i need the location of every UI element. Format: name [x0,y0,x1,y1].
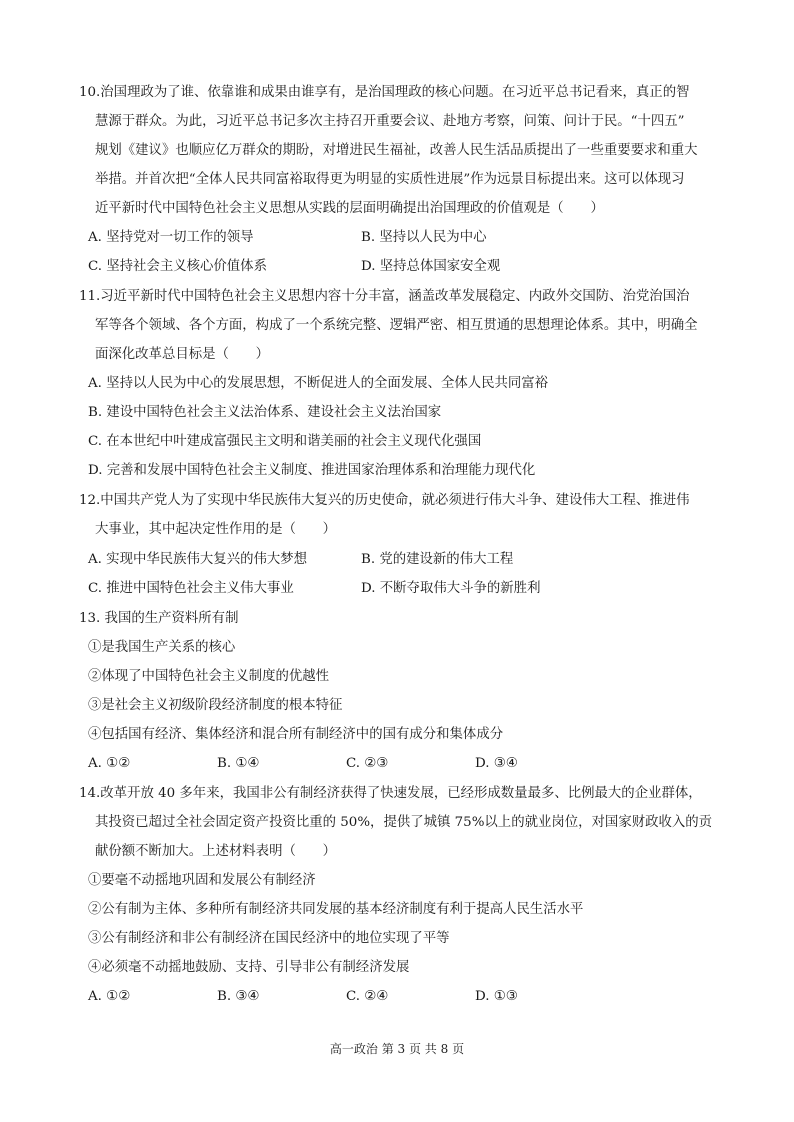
question-12-line: 大事业，其中起决定性作用的是（ ） [95,522,337,537]
question-12-options [88,545,708,603]
question-10-option-a: A. 坚持党对一切工作的领导 [88,230,254,245]
question-14-statement: ④必须毫不动摇地鼓励、支持、引导非公有制经济发展 [88,960,410,975]
question-13-statements [88,633,708,778]
question-10-option-d: D. 坚持总体国家安全观 [361,259,501,274]
question-13 [79,604,715,633]
question-10 [79,78,715,223]
question-11-line: 面深化改革总目标是（ ） [95,347,270,362]
question-14-option-a: A. ①② [88,989,131,1004]
page-footer: 高一政治 第 3 页 共 8 页 [329,1042,465,1056]
question-13-statement: ①是我国生产关系的核心 [88,640,236,655]
question-13-statement: ③是社会主义初级阶段经济制度的根本特征 [88,698,343,713]
question-11-option-b: B. 建设中国特色社会主义法治体系、建设社会主义法治国家 [88,405,442,420]
question-10-option-b: B. 坚持以人民为中心 [361,230,487,245]
question-13-option-d: D. ③④ [475,756,518,771]
question-12-option-b: B. 党的建设新的伟大工程 [361,552,514,567]
question-11-options [88,369,708,485]
question-13-statement: ④包括国有经济、集体经济和混合所有制经济中的国有成分和集体成分 [88,727,504,742]
question-14-statement: ③公有制经济和非公有制经济在国民经济中的地位实现了平等 [88,931,450,946]
question-13-line: 13. 我国的生产资料所有制 [79,611,239,626]
question-10-line: 近平新时代中国特色社会主义思想从实践的层面明确提出治国理政的价值观是（ ） [95,201,604,216]
question-10-option-c: C. 坚持社会主义核心价值体系 [88,259,267,274]
question-14-option-c: C. ②④ [346,989,389,1004]
question-14 [79,779,715,866]
question-10-options [88,223,708,281]
question-14-option-d: D. ①③ [475,989,518,1004]
question-14-line: 14.改革开放 40 多年来，我国非公有制经济获得了快速发展，已经形成数量最多、比例最大的企业群体， [79,786,702,801]
question-10-line: 慧源于群众。为此，习近平总书记多次主持召开重要会议、赴地方考察，问策、问计于民。“十四五” [95,114,685,129]
question-11-line: 军等各个领域、各个方面，构成了一个系统完整、逻辑严密、相互贯通的思想理论体系。其中，明确全 [95,318,698,333]
question-14-option-b: B. ③④ [217,989,260,1004]
question-12-line: 12.中国共产党人为了实现中华民族伟大复兴的历史使命，就必须进行伟大斗争、建设伟大工程、推进伟 [79,493,690,508]
question-11 [79,282,715,369]
question-11-line: 11.习近平新时代中国特色社会主义思想内容十分丰富，涵盖改革发展稳定、内政外交国防、治党治国治 [79,289,690,304]
question-11-option-a: A. 坚持以人民为中心的发展思想，不断促进人的全面发展、全体人民共同富裕 [88,376,549,391]
question-13-option-b: B. ①④ [217,756,260,771]
question-11-option-d: D. 完善和发展中国特色社会主义制度、推进国家治理体系和治理能力现代化 [88,463,536,478]
question-10-line: 10.治国理政为了谁、依靠谁和成果由谁享有，是治国理政的核心问题。在习近平总书记看来，真正的智 [79,85,690,100]
question-12 [79,486,715,544]
question-13-option-c: C. ②③ [346,756,389,771]
question-13-option-a: A. ①② [88,756,131,771]
question-14-line: 其投资已超过全社会固定资产投资比重的 50%，提供了城镇 75%以上的就业岗位，对国家财政收入的贡 [95,815,713,830]
question-12-option-a: A. 实现中华民族伟大复兴的伟大梦想 [88,552,308,567]
question-12-option-c: C. 推进中国特色社会主义伟大事业 [88,581,294,596]
question-12-option-d: D. 不断夺取伟大斗争的新胜利 [361,581,541,596]
question-14-statement: ②公有制为主体、多种所有制经济共同发展的基本经济制度有利于提高人民生活水平 [88,902,584,917]
question-11-option-c: C. 在本世纪中叶建成富强民主文明和谐美丽的社会主义现代化强国 [88,434,482,449]
question-10-line: 举措。并首次把“全体人民共同富裕取得更为明显的实质性进展”作为远景目标提出来。这可以体现习 [95,172,685,187]
question-14-statements [88,866,708,1011]
question-13-statement: ②体现了中国特色社会主义制度的优越性 [88,669,330,684]
question-10-line: 规划《建议》也顺应亿万群众的期盼，对增进民生福祉，改善人民生活品质提出了一些重要要求和重大 [95,143,698,158]
question-14-line: 献份额不断加大。上述材料表明（ ） [95,844,337,859]
question-14-statement: ①要毫不动摇地巩固和发展公有制经济 [88,873,316,888]
